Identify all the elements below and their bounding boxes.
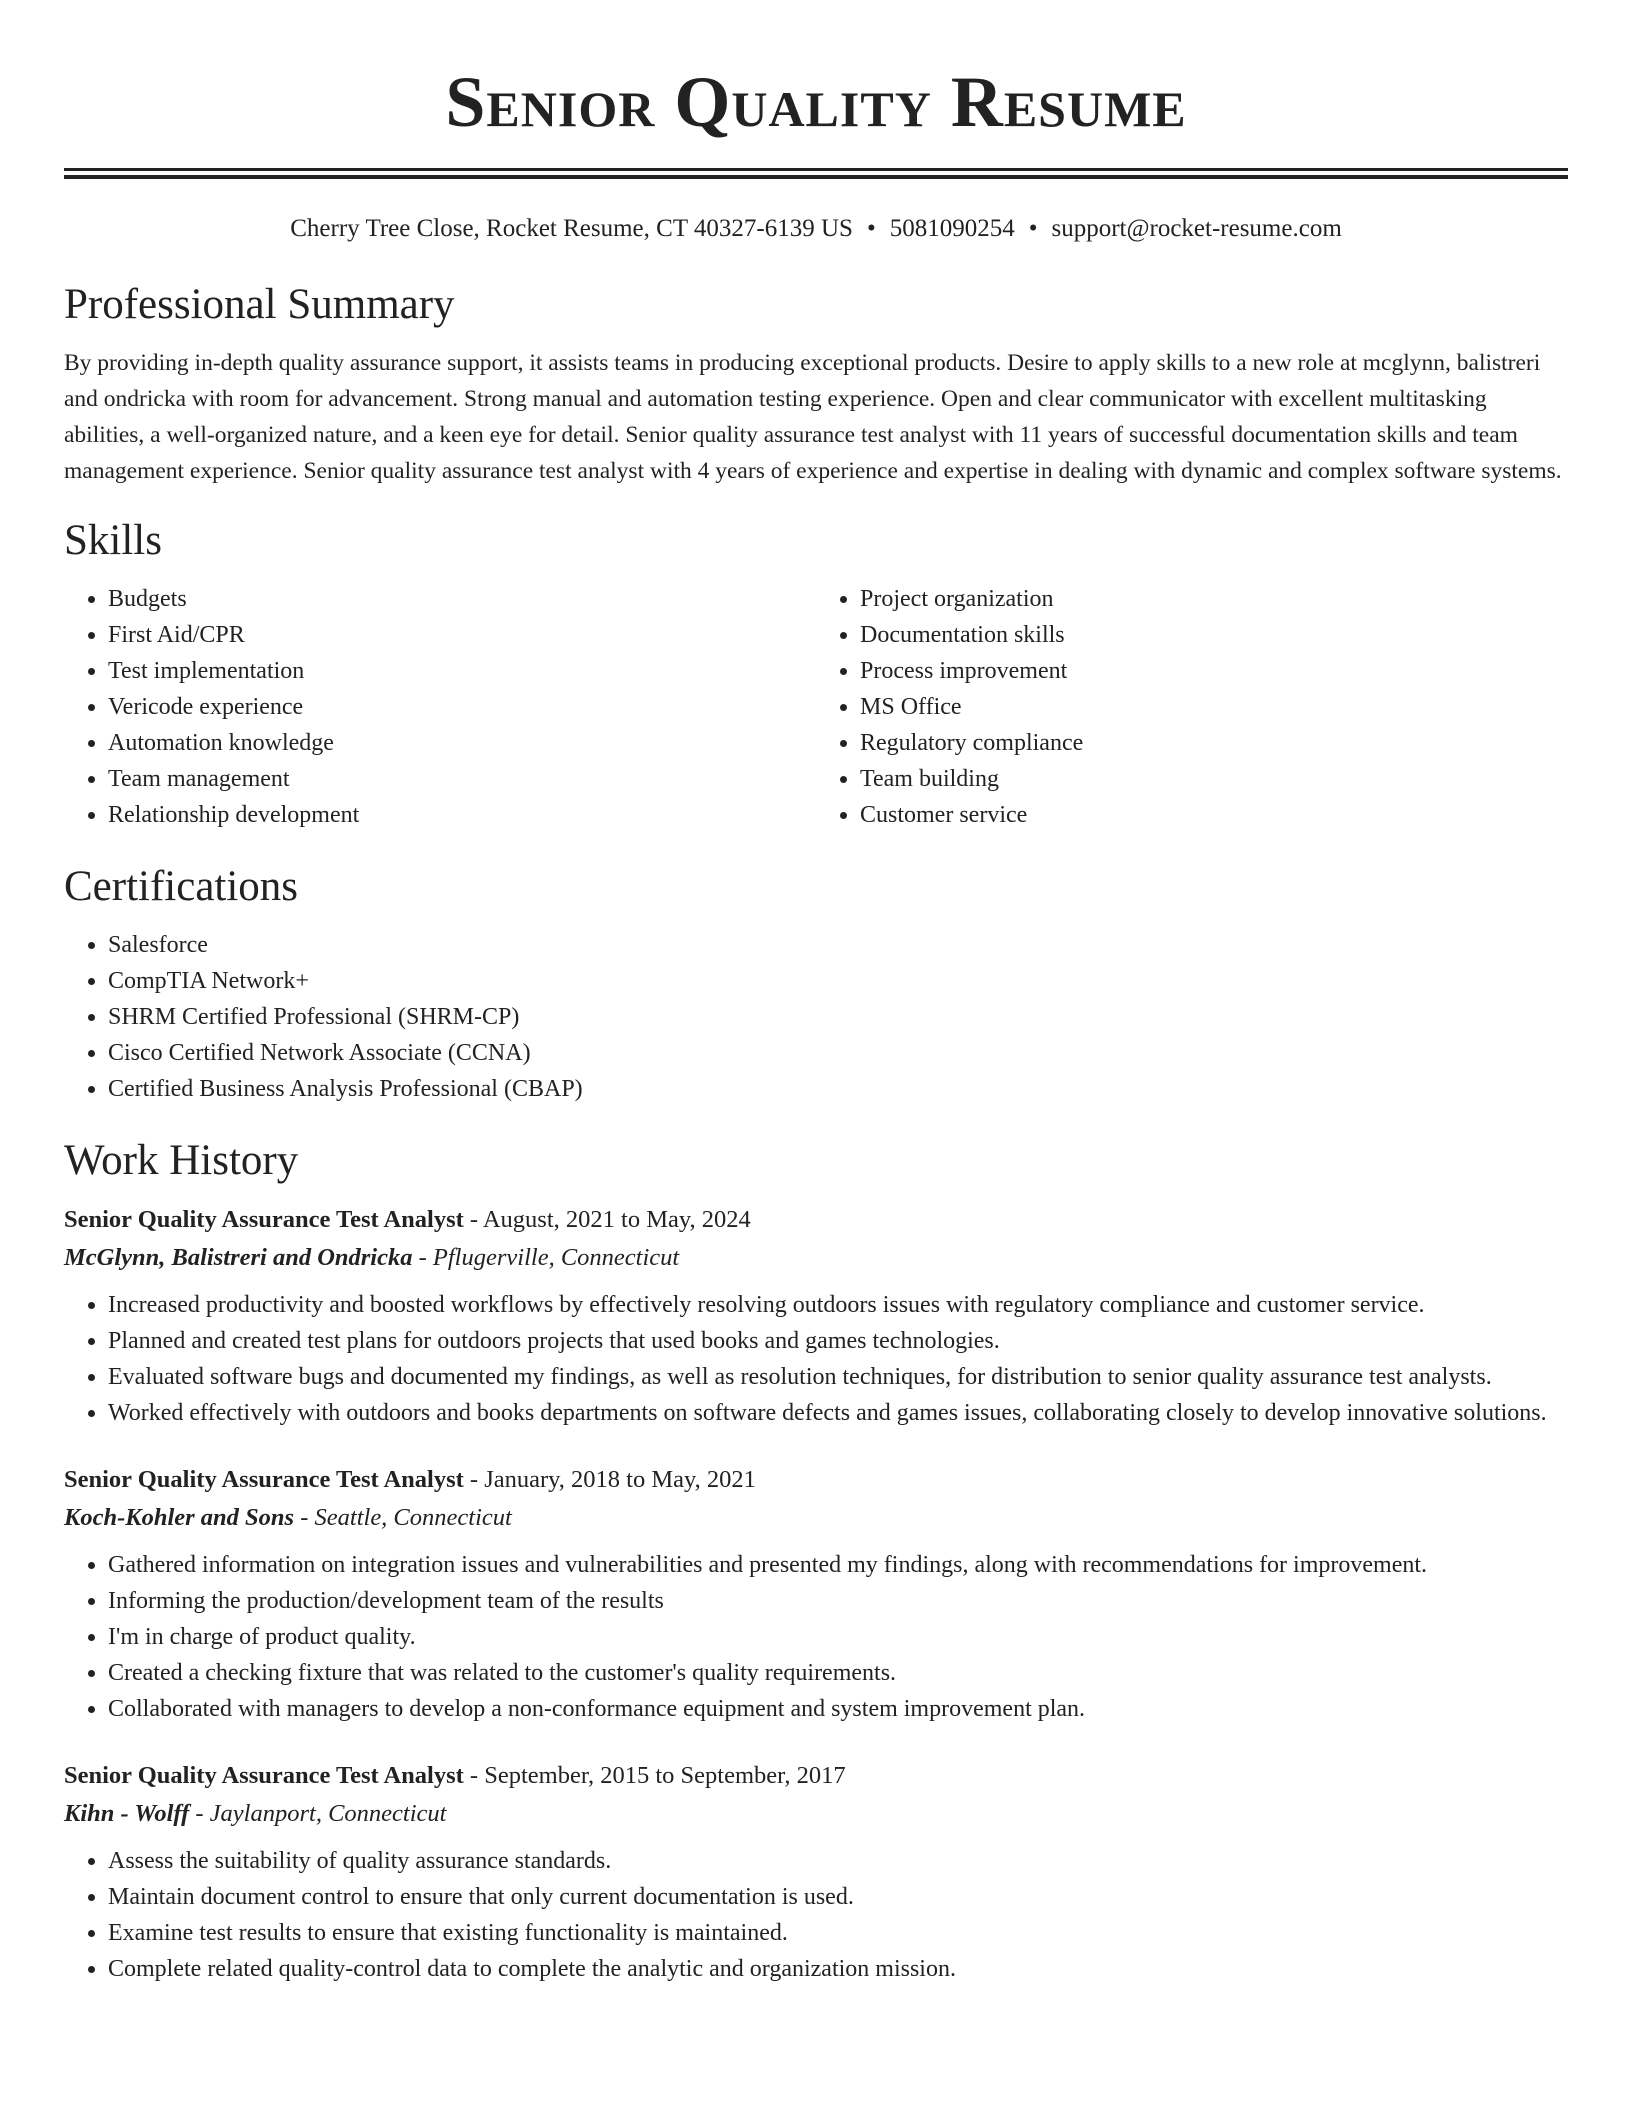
skill-item: • Team building <box>860 761 1568 797</box>
skills-list-right <box>816 581 1568 833</box>
skill-item: • Automation knowledge <box>108 725 816 761</box>
resume-title: Senior Quality Resume <box>445 62 1187 142</box>
skill-item: • Regulatory compliance <box>860 725 1568 761</box>
certification-item: • CompTIA Network+ <box>108 963 1568 999</box>
job-bullet: • Worked effectively with outdoors and books departments on software defects and games issues, collaborating closely to develop innovative solutions. <box>108 1395 1568 1431</box>
job-location: - Seattle, Connecticut <box>294 1504 512 1531</box>
job-bullet: • Collaborated with managers to develop a non-conformance equipment and system improvement plan. <box>108 1691 1568 1727</box>
skill-item: • Relationship development <box>108 797 816 833</box>
job-bullets <box>64 1843 1568 1987</box>
skills-heading: Skills <box>64 517 162 564</box>
job-company: Koch-Kohler and Sons <box>64 1504 295 1531</box>
summary-text: By providing in-depth quality assurance support, it assists teams in producing exceptional products. Desire to apply skills to a new role at mcglynn, balistreri and ondricka with room for advancement. Strong manual and automation testing experience. Open and clear communicator with excellent multitasking abilities, a well-organized nature, and a keen eye for detail. Senior quality assurance test analyst with 11 years of successful documentation skills and team management experience. Senior quality assurance test analyst with 4 years of experience and expertise in dealing with dynamic and complex software systems. <box>64 350 1562 484</box>
work-history-heading: Work History <box>64 1137 299 1184</box>
skills-list-left <box>64 581 816 833</box>
contact-line <box>64 213 1568 245</box>
job-dates: - September, 2015 to September, 2017 <box>463 1762 846 1789</box>
job-company-line <box>64 1795 1568 1833</box>
certification-item: • Cisco Certified Network Associate (CCNA) <box>108 1035 1568 1071</box>
summary-heading: Professional Summary <box>64 281 455 328</box>
job-bullet: • Assess the suitability of quality assurance standards. <box>108 1843 1568 1879</box>
skill-item: • First Aid/CPR <box>108 617 816 653</box>
work-history-section <box>64 1135 1568 1987</box>
job-location: - Pflugerville, Connecticut <box>412 1244 680 1271</box>
contact-phone: 5081090254 <box>889 215 1015 242</box>
contact-separator: • <box>1028 215 1038 242</box>
job-bullet: • Maintain document control to ensure that only current documentation is used. <box>108 1879 1568 1915</box>
skill-item: • Team management <box>108 761 816 797</box>
skill-item: • Process improvement <box>860 653 1568 689</box>
job-bullet: • Gathered information on integration issues and vulnerabilities and presented my findings, along with recommendations for improvement. <box>108 1547 1568 1583</box>
job-company: Kihn - Wolff <box>64 1800 190 1827</box>
job-title-line <box>64 1201 1568 1239</box>
skill-item: • Budgets <box>108 581 816 617</box>
job-company-line <box>64 1499 1568 1537</box>
job-location: - Jaylanport, Connecticut <box>189 1800 447 1827</box>
job-entry <box>64 1461 1568 1727</box>
certification-item: • SHRM Certified Professional (SHRM-CP) <box>108 999 1568 1035</box>
job-entry <box>64 1757 1568 1987</box>
job-bullet: • Evaluated software bugs and documented my findings, as well as resolution techniques, for distribution to senior quality assurance test analysts. <box>108 1359 1568 1395</box>
job-company: McGlynn, Balistreri and Ondricka <box>64 1244 413 1271</box>
job-bullet: • Planned and created test plans for outdoors projects that used books and games technologies. <box>108 1323 1568 1359</box>
certification-item: • Salesforce <box>108 927 1568 963</box>
skills-section <box>64 515 1568 833</box>
certification-item: • Certified Business Analysis Professional (CBAP) <box>108 1071 1568 1107</box>
job-company-line <box>64 1239 1568 1277</box>
job-title-line <box>64 1461 1568 1499</box>
job-bullet: • Created a checking fixture that was related to the customer's quality requirements. <box>108 1655 1568 1691</box>
contact-separator: • <box>866 215 876 242</box>
title-divider <box>64 168 1568 179</box>
contact-address: Cherry Tree Close, Rocket Resume, CT 40327-6139 US <box>290 215 853 242</box>
contact-email[interactable]: support@rocket-resume.com <box>1051 215 1342 242</box>
skill-item: • Documentation skills <box>860 617 1568 653</box>
job-bullet: • I'm in charge of product quality. <box>108 1619 1568 1655</box>
job-dates: - August, 2021 to May, 2024 <box>463 1206 751 1233</box>
job-title: Senior Quality Assurance Test Analyst <box>64 1762 464 1789</box>
job-title: Senior Quality Assurance Test Analyst <box>64 1206 464 1233</box>
skill-item: • Project organization <box>860 581 1568 617</box>
summary-section <box>64 279 1568 489</box>
job-bullet: • Informing the production/development team of the results <box>108 1583 1568 1619</box>
skill-item: • MS Office <box>860 689 1568 725</box>
skill-item: • Customer service <box>860 797 1568 833</box>
job-bullets <box>64 1547 1568 1727</box>
skill-item: • Test implementation <box>108 653 816 689</box>
job-dates: - January, 2018 to May, 2021 <box>463 1466 756 1493</box>
certifications-list <box>64 927 1568 1107</box>
job-entry <box>64 1201 1568 1431</box>
certifications-heading: Certifications <box>64 863 299 910</box>
job-bullets <box>64 1287 1568 1431</box>
job-bullet: • Complete related quality-control data to complete the analytic and organization mission. <box>108 1951 1568 1987</box>
job-title: Senior Quality Assurance Test Analyst <box>64 1466 464 1493</box>
job-title-line <box>64 1757 1568 1795</box>
skills-columns <box>64 581 1568 833</box>
skill-item: • Vericode experience <box>108 689 816 725</box>
job-bullet: • Increased productivity and boosted workflows by effectively resolving outdoors issues with regulatory compliance and customer service. <box>108 1287 1568 1323</box>
job-bullet: • Examine test results to ensure that existing functionality is maintained. <box>108 1915 1568 1951</box>
certifications-section <box>64 861 1568 1107</box>
